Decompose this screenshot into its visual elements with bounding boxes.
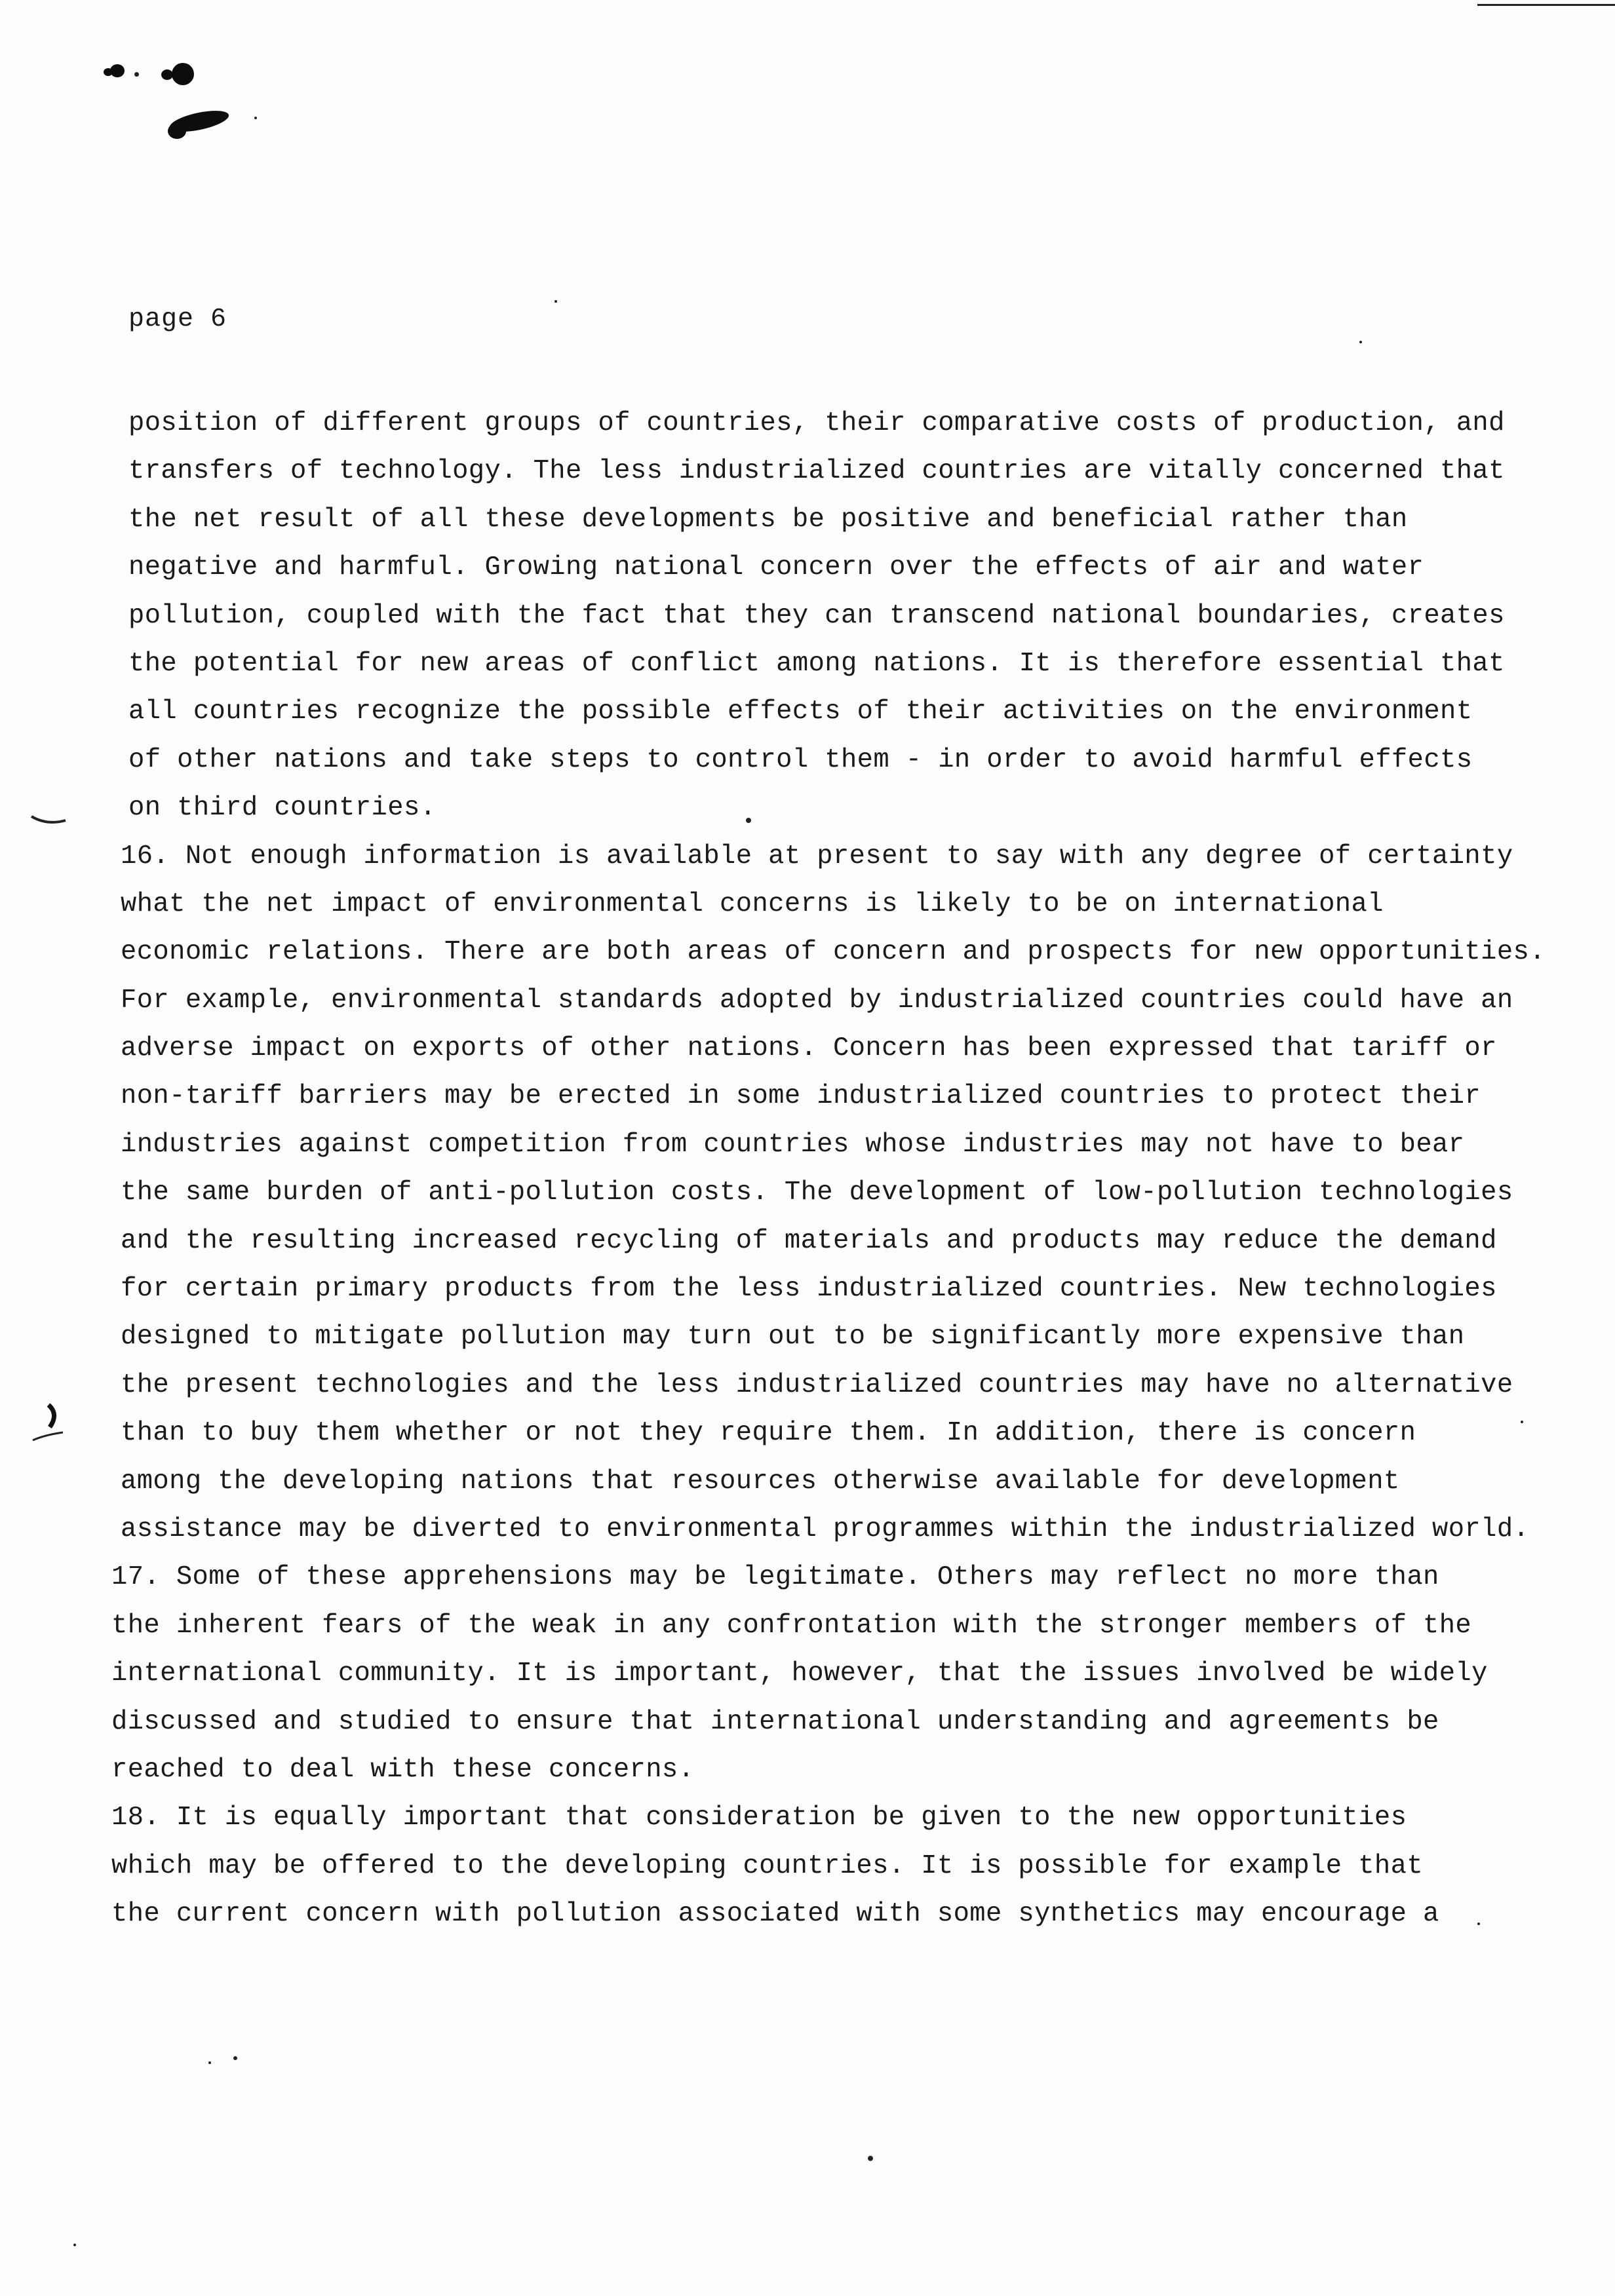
text-line: position of different groups of countries, their comparative costs of production, and [128,408,1505,438]
text-line: than to buy them whether or not they require them. In addition, there is concern [121,1418,1416,1449]
ink-speck [254,117,257,119]
text-line: what the net impact of environmental concerns is likely to be on international [121,889,1384,919]
text-line: discussed and studied to ensure that international understanding and agreements be [111,1706,1439,1737]
text-line: the present technologies and the less industrialized countries may have no alternative [121,1369,1513,1400]
margin-mark [29,1401,68,1453]
ink-speck [233,2056,237,2060]
text-line: pollution, coupled with the fact that they can transcend national boundaries, creates [128,600,1505,631]
ink-speck [208,2061,211,2064]
text-line: international community. It is important, however, that the issues involved be widely [111,1658,1488,1689]
text-line: non-tariff barriers may be erected in some industrialized countries to protect their [121,1081,1481,1112]
text-line: of other nations and take steps to control them - in order to avoid harmful effects [128,744,1473,775]
text-line: reached to deal with these concerns. [111,1754,695,1785]
text-line: the inherent fears of the weak in any confrontation with the stronger members of the [111,1610,1472,1641]
paragraph-18-start: 18. It is equally important that consideration be given to the new opportunities [111,1803,1407,1833]
paragraph-17-start: 17. Some of these apprehensions may be legitimate. Others may reflect no more than [111,1562,1439,1593]
ink-speck [1359,341,1362,343]
text-line: assistance may be diverted to environmental programmes within the industrialized world. [121,1514,1530,1544]
text-line: adverse impact on exports of other nations. Concern has been expressed that tariff or [121,1033,1497,1064]
ink-speck [555,300,557,303]
ink-blot [172,63,194,85]
text-line: which may be offered to the developing countries. It is possible for example that [111,1850,1424,1881]
scan-edge-line [1477,4,1615,6]
text-line: the net result of all these developments be positive and beneficial rather than [128,504,1408,535]
text-line: transfers of technology. The less industrialized countries are vitally concerned that [128,456,1505,487]
text-line: the potential for new areas of conflict among nations. It is therefore essential that [128,648,1505,679]
text-line: economic relations. There are both areas of concern and prospects for new opportunities. [121,937,1546,968]
ink-blot [168,123,186,139]
text-line: on third countries. [128,793,437,824]
text-line: among the developing nations that resources otherwise available for development [121,1466,1400,1497]
text-line: the current concern with pollution associated with some synthetics may encourage a [111,1899,1439,1930]
page-number: page 6 [128,305,227,334]
margin-mark [29,811,68,831]
ink-blot [161,69,173,80]
ink-blot [104,68,113,76]
text-line: and the resulting increased recycling of materials and products may reduce the demand [121,1225,1497,1256]
body-text [111,400,1560,1939]
text-line: for certain primary products from the less industrialized countries. New technologies [121,1274,1497,1305]
text-line: the same burden of anti-pollution costs. The development of low-pollution technologies [121,1177,1513,1208]
paragraph-16-start: 16. Not enough information is available at present to say with any degree of certainty [121,841,1513,871]
text-line: negative and harmful. Growing national concern over the effects of air and water [128,552,1424,583]
text-line: For example, environmental standards adopted by industrialized countries could have an [121,985,1513,1016]
text-line: all countries recognize the possible effects of their activities on the environment [128,697,1473,727]
ink-speck [134,72,139,77]
text-line: industries against competition from countries whose industries may not have to bear [121,1129,1465,1160]
text-line: designed to mitigate pollution may turn out to be significantly more expensive than [121,1322,1465,1352]
ink-speck [868,2156,873,2161]
ink-speck [73,2244,76,2246]
